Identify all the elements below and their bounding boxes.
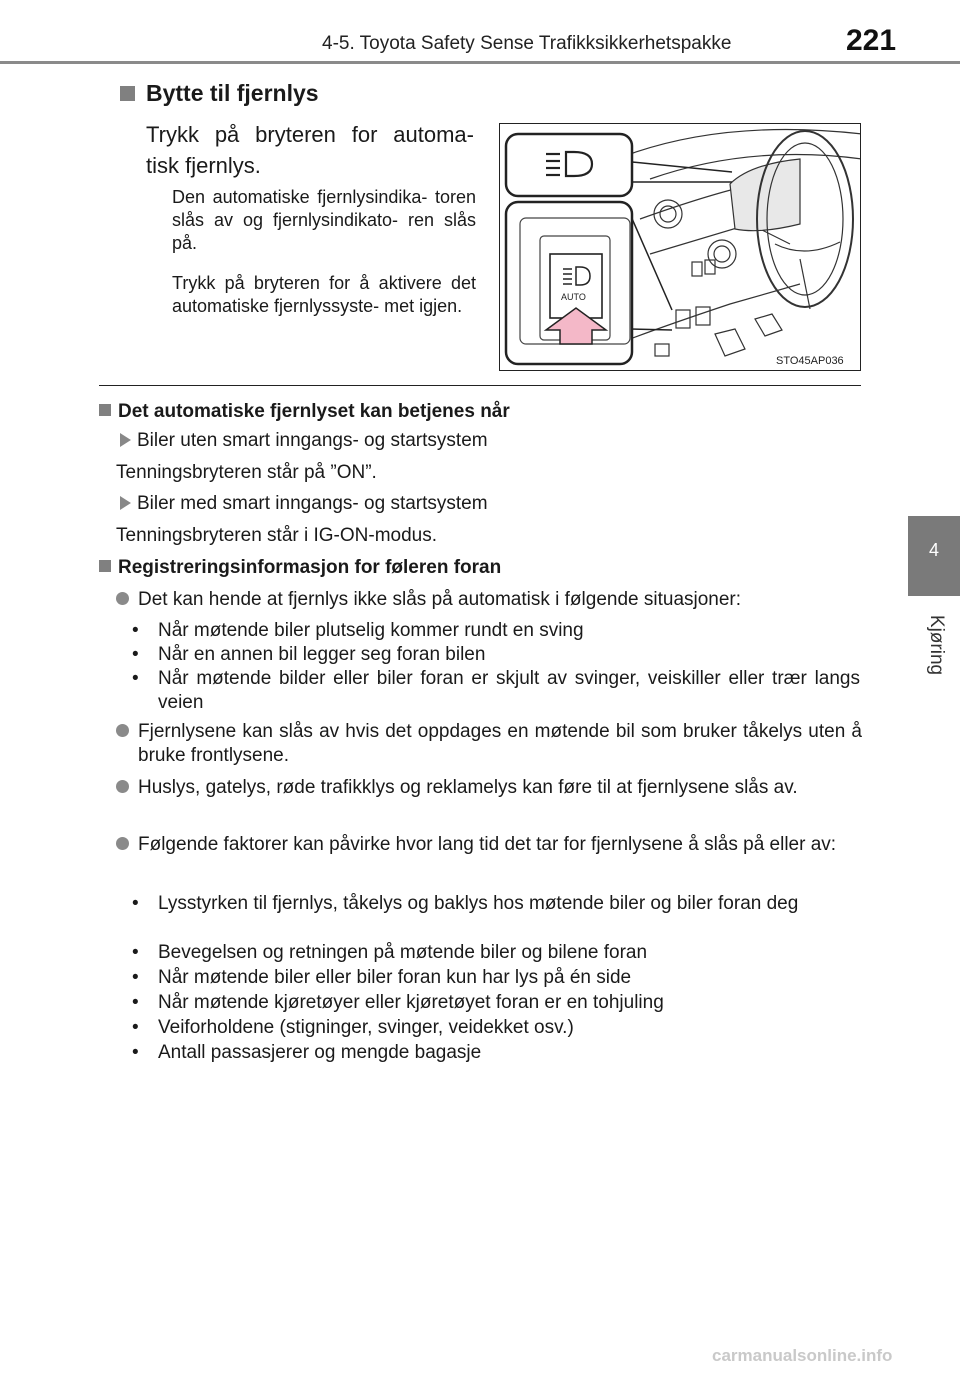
chapter-tab xyxy=(908,516,960,596)
case-title xyxy=(120,429,488,453)
list-item-text: Når møtende biler eller biler foran kun har lys på én side xyxy=(158,967,632,988)
list-item-text: Antall passasjerer og mengde bagasje xyxy=(158,1042,482,1063)
triangle-bullet-icon xyxy=(120,496,131,510)
info-paragraph xyxy=(116,588,862,612)
circle-bullet-icon xyxy=(116,837,129,850)
circle-bullet-icon xyxy=(116,724,129,737)
info-paragraph xyxy=(116,720,862,768)
info-heading xyxy=(99,556,501,580)
list-item: • Lysstyrken til fjernlys, tåkelys og baklys hos møtende biler og biler foran deg xyxy=(130,892,860,916)
list-item-text: Når møtende bilder eller biler foran er skjult av svinger, veiskiller eller trær langs veien xyxy=(158,668,860,713)
triangle-bullet-icon xyxy=(120,433,131,447)
circle-bullet-icon xyxy=(116,780,129,793)
chapter-title: 4-5. Toyota Safety Sense Trafikksikkerhetspakke xyxy=(322,33,732,54)
page-number: 221 xyxy=(846,24,897,57)
info-paragraph xyxy=(116,833,862,857)
list-item-text: Lysstyrken til fjernlys, tåkelys og baklys hos møtende biler og biler foran deg xyxy=(158,893,799,914)
case-title xyxy=(120,492,488,516)
case-text: Tenningsbryteren står på ”ON”. xyxy=(116,462,377,483)
list-item-text: Bevegelsen og retningen på møtende biler og bilene foran xyxy=(158,942,648,963)
list-item: • Når møtende kjøretøyer eller kjøretøyet foran er en tohjuling xyxy=(130,991,860,1015)
section-divider xyxy=(99,385,861,386)
square-bullet-icon xyxy=(120,86,135,101)
case-text: Tenningsbryteren står i IG-ON-modus. xyxy=(116,525,438,546)
list-item: • Bevegelsen og retningen på møtende biler og bilene foran xyxy=(130,941,860,965)
section-heading-text: Bytte til fjernlys xyxy=(146,80,319,106)
chapter-tab-label: Kjøring xyxy=(926,614,947,676)
list-item-text: Når møtende biler plutselig kommer rundt en sving xyxy=(158,620,584,641)
step-instruction: Trykk på bryteren for automa- tisk fjernlys. xyxy=(146,122,474,178)
info-heading-text: Det automatiske fjernlyset kan betjenes når xyxy=(118,401,510,422)
info-paragraph xyxy=(116,776,862,800)
info-paragraph-text: Det kan hende at fjernlys ikke slås på automatisk i følgende situasjoner: xyxy=(138,589,742,610)
chapter-tab-number: 4 xyxy=(928,540,939,560)
watermark: carmanualsonline.info xyxy=(712,1346,893,1365)
dashboard-illustration xyxy=(499,123,861,371)
list-item: • Når en annen bil legger seg foran bilen xyxy=(130,643,860,667)
case-title-text: Biler med smart inngangs- og startsystem xyxy=(137,493,488,514)
header-rule xyxy=(0,61,960,64)
list-item: • Når møtende bilder eller biler foran er skjult av svinger, veiskiller eller trær langs veien xyxy=(132,668,860,713)
list-item: • Antall passasjerer og mengde bagasje xyxy=(130,1041,860,1065)
step-note: Den automatiske fjernlysindika- toren slås av og fjernlysindikato- ren slås på. xyxy=(172,187,476,253)
list-item: • Når møtende biler eller biler foran kun har lys på én side xyxy=(130,966,860,990)
list-item: • Veiforholdene (stigninger, svinger, veidekket osv.) xyxy=(130,1016,860,1040)
figure-code: STO45AP036 xyxy=(776,355,844,367)
circle-bullet-icon xyxy=(116,592,129,605)
list-item-text: Når en annen bil legger seg foran bilen xyxy=(158,644,486,665)
page-header xyxy=(0,0,960,62)
list-item-text: Når møtende kjøretøyer eller kjøretøyet foran er en tohjuling xyxy=(158,992,664,1013)
square-bullet-icon xyxy=(99,560,111,572)
info-paragraph-text: Huslys, gatelys, røde trafikklys og reklamelys kan føre til at fjernlysene slås av. xyxy=(138,777,798,798)
section-heading xyxy=(120,80,319,107)
list-item: • Når møtende biler plutselig kommer rundt en sving xyxy=(130,619,860,643)
info-paragraph-text: Fjernlysene kan slås av hvis det oppdages en møtende bil som bruker tåkelys uten å bruke frontlysene. xyxy=(138,721,862,766)
info-paragraph-text: Følgende faktorer kan påvirke hvor lang tid det tar for fjernlysene å slås på eller av: xyxy=(138,834,837,855)
square-bullet-icon xyxy=(99,404,111,416)
auto-switch-label: AUTO xyxy=(561,292,586,302)
step-note: Trykk på bryteren for å aktivere det automatiske fjernlyssyste- met igjen. xyxy=(172,273,476,316)
list-item-text: Veiforholdene (stigninger, svinger, veidekket osv.) xyxy=(158,1017,574,1038)
info-heading xyxy=(99,400,510,424)
case-title-text: Biler uten smart inngangs- og startsystem xyxy=(137,430,488,451)
info-heading-text: Registreringsinformasjon for føleren foran xyxy=(118,557,502,578)
dashboard-drawing xyxy=(500,124,861,371)
